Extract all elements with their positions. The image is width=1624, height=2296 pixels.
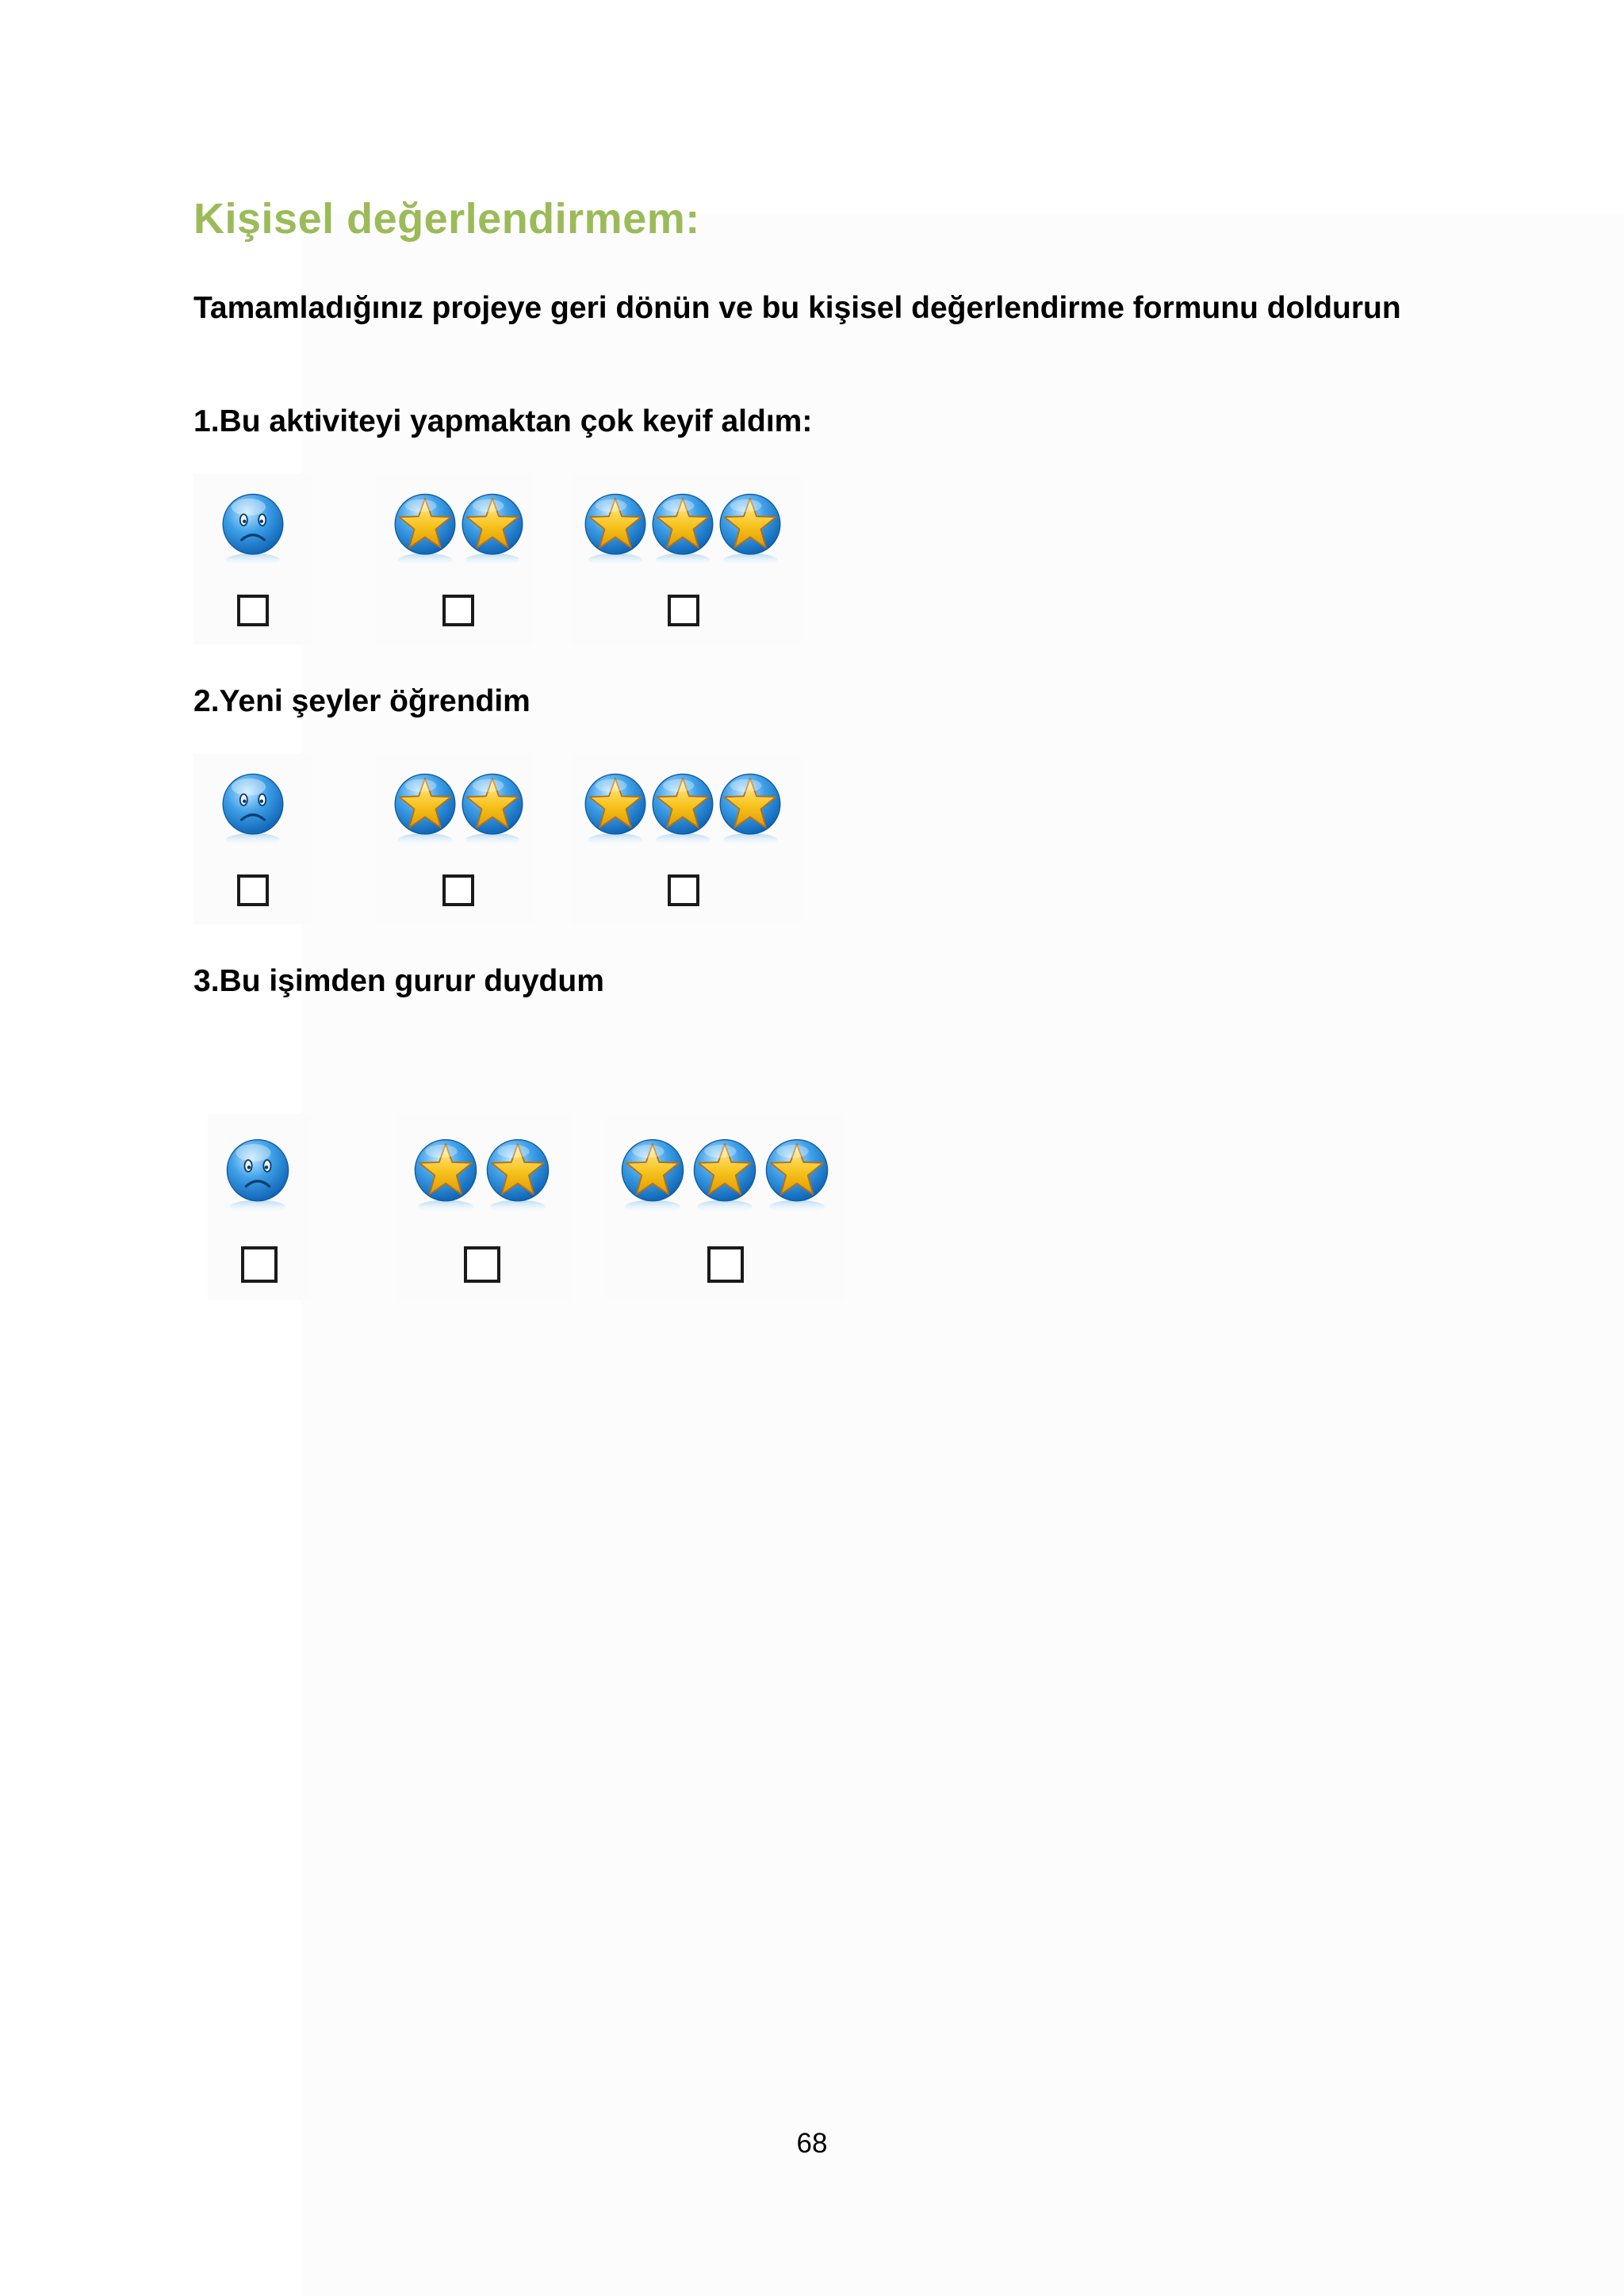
star-icon [714, 490, 786, 568]
question-3-rating-row [0, 0, 1624, 1]
star-icon [389, 770, 461, 848]
intro-text: Tamamladığınız projeye geri dönün ve bu kişisel değerlendirme formunu doldurun [193, 291, 1401, 325]
rating-2-checkbox[interactable] [464, 1246, 500, 1283]
star-icon [580, 770, 651, 848]
star-icon [760, 1135, 833, 1215]
rating-1-checkbox[interactable] [241, 1246, 278, 1283]
rating-3-checkbox[interactable] [668, 595, 699, 626]
rating-3-checkbox[interactable] [707, 1246, 744, 1283]
star-icon [714, 770, 786, 848]
star-icon [688, 1135, 761, 1215]
star-icon [616, 1135, 689, 1215]
question-2-label: 2.Yeni şeyler öğrendim [193, 684, 530, 718]
star-icon [457, 490, 528, 568]
sad-face-icon [217, 490, 289, 568]
question-1-label: 1.Bu aktiviteyi yapmaktan çok keyif aldım: [193, 404, 813, 438]
star-icon [457, 770, 528, 848]
page-number: 68 [796, 2128, 828, 2159]
star-icon [580, 490, 651, 568]
rating-3-checkbox[interactable] [668, 874, 699, 906]
star-icon [481, 1135, 554, 1215]
rating-2-checkbox[interactable] [442, 874, 474, 906]
star-icon [389, 490, 461, 568]
star-icon [647, 770, 718, 848]
rating-1-checkbox[interactable] [237, 595, 269, 626]
sad-face-icon [221, 1135, 294, 1215]
question-3-label: 3.Bu işimden gurur duydum [193, 964, 604, 998]
rating-2-checkbox[interactable] [442, 595, 474, 626]
star-icon [647, 490, 718, 568]
rating-1-checkbox[interactable] [237, 874, 269, 906]
star-icon [409, 1135, 482, 1215]
page-title: Kişisel değerlendirmem: [193, 195, 700, 243]
sad-face-icon [217, 770, 289, 848]
